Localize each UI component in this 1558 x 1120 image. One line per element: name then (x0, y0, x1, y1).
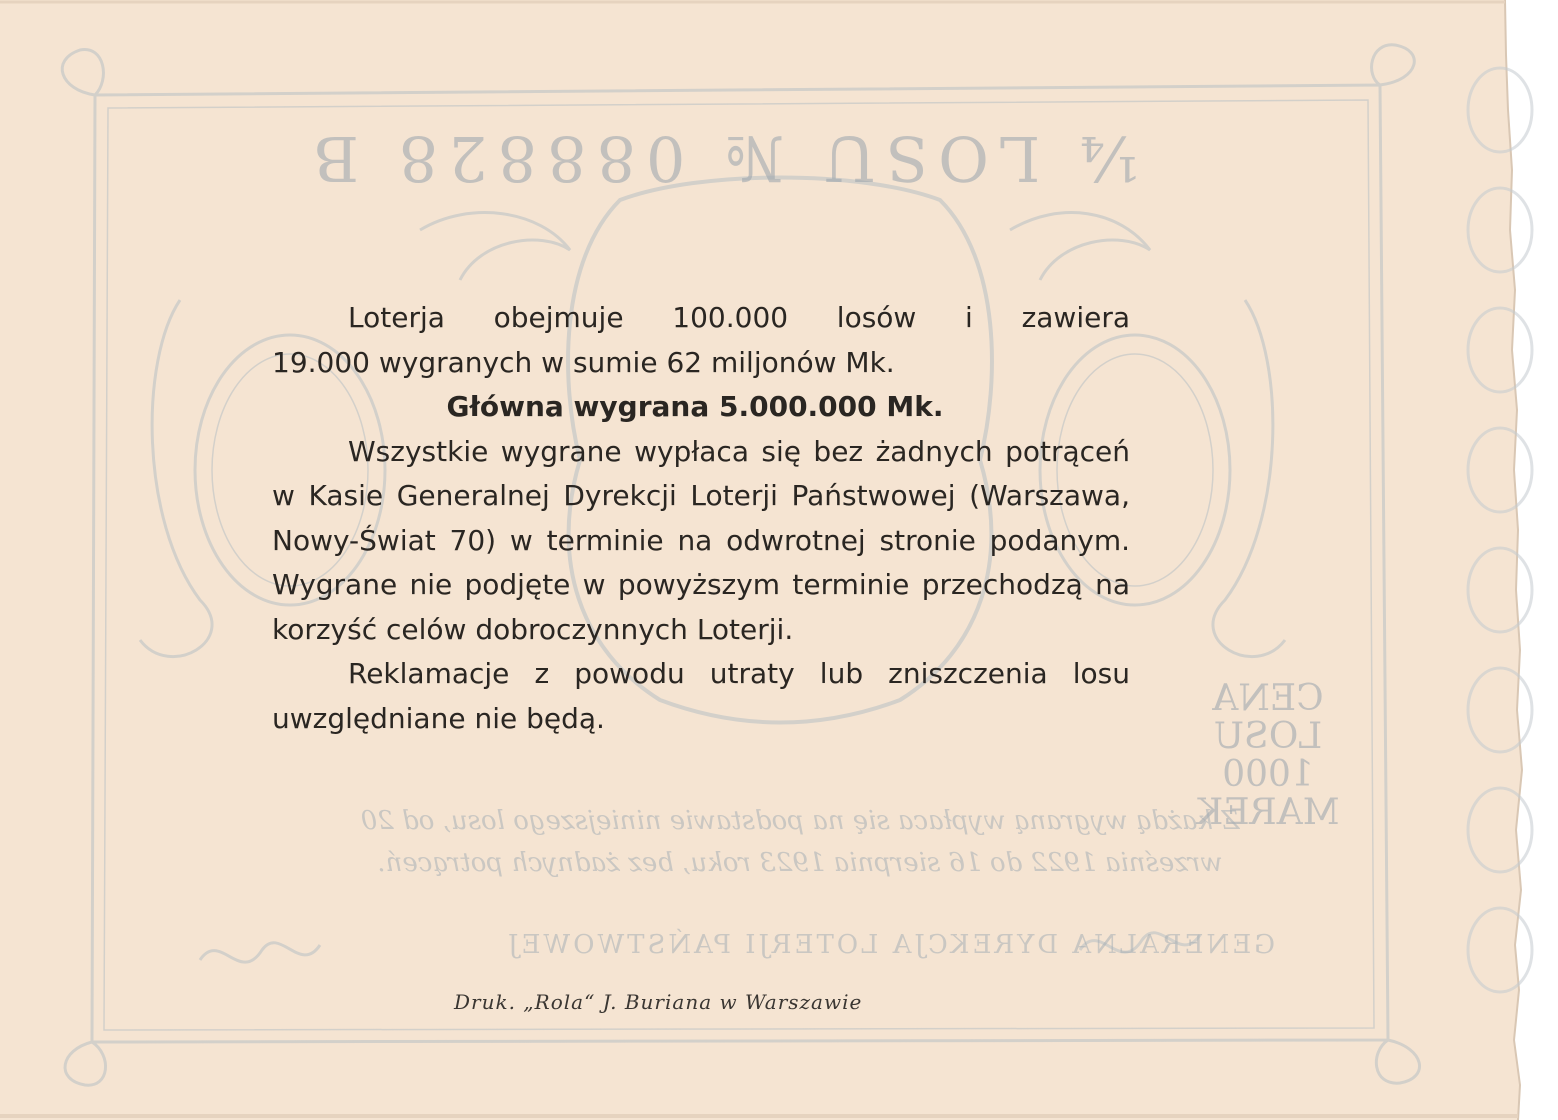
watermark-price-line-1: CENA LOSU (1212, 678, 1324, 757)
watermark-price-line-2: 1000 MAREK (1196, 754, 1340, 833)
watermark-serial-header: ¼ LOSU № 088828 B (303, 122, 1140, 195)
main-prize-line: Główna wygrana 5.000.000 Mk. (446, 390, 944, 423)
printer-imprint: Druk. „Rola“ J. Buriana w Warszawie (454, 990, 863, 1014)
ticket-terms-text (272, 296, 1130, 741)
claims-paragraph: Reklamacje z powodu utraty lub zniszczenia losu uwzględniane nie będą. (272, 657, 1130, 735)
payout-paragraph: Wszystkie wygrane wypłaca się bez żadnych potrąceń w Kasie Generalnej Dyrekcji Loterji Państwowej (Warszawa, Nowy-Świat 70) w terminie na odwrotnej stronie podanym. Wygrane nie podjęte w powyższym terminie przechodzą na korzyść celów dobroczynnych Loterji. (272, 434, 1130, 646)
watermark-footer: GENERALNA DYREKCJA LOTERJI PAŃSTWOWEJ (505, 930, 1275, 960)
watermark-note: Z każdą wygraną wypłaca się na podstawie niniejszego losu, od 20 września 1922 do 16 sierpnia 1923 roku, bez żadnych potrąceń. (360, 806, 1240, 878)
lottery-scope-line-2: 19.000 wygranych w sumie 62 miljonów Mk. (272, 345, 895, 379)
lottery-scope-line-1: Loterja obejmuje 100.000 losów i zawiera (348, 301, 1130, 334)
